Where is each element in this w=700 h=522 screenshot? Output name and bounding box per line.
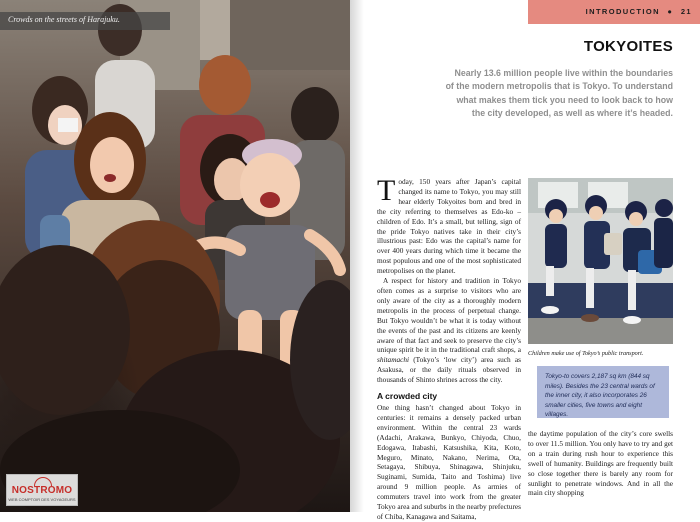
body-italic-term: shitamachi xyxy=(377,355,410,365)
left-page-photo xyxy=(0,0,350,512)
body-paragraph-4: the daytime population of the city’s core swells to over 11.5 million. You only have to try and get on a train during rush hour to experience this swell of humanity. Buildings are frequently built so close together there is barely any room for sunlight to penetrate windows. And in all the main city shopping xyxy=(528,429,673,498)
logo-tagline: WEB COMPTOIR DES VOYAGEURS xyxy=(8,497,76,502)
photo-caption-bar xyxy=(0,12,170,30)
body-text: oday, 150 years after Japan’s capital changed its name to Tokyo, you may still hear elderly Tokyoites born and bred in the city referring to themselves as Edo-ko – children of Edo. It’s a small, but telling, sign of the pride Tokyo natives take in their city’s illustrious past: Edo was the capital’s name for over 400 years during which time it became the most populous and one of the most sophisticated metropolises on the planet. xyxy=(377,177,521,276)
children-on-train-photo xyxy=(528,178,673,344)
photo-caption: Crowds on the streets of Harajuku. xyxy=(8,15,120,24)
nostromo-logo xyxy=(6,474,78,506)
intro-line: Nearly 13.6 million people live within the boundaries xyxy=(454,68,673,78)
logo-name: NOSTROMO xyxy=(11,485,73,496)
body-paragraph-1 xyxy=(377,174,521,276)
body-paragraph-2 xyxy=(377,276,521,385)
intro-standfirst xyxy=(410,67,673,120)
photo2-caption: Children make use of Tokyo’s public transport. xyxy=(528,350,644,357)
page-number: 21 xyxy=(680,7,692,16)
running-head-text xyxy=(586,7,692,16)
running-head xyxy=(528,0,700,24)
page-title: TOKYOITES xyxy=(583,38,673,55)
drop-cap: T xyxy=(377,174,396,207)
subheading: A crowded city xyxy=(377,391,438,402)
separator-dot: ● xyxy=(667,7,674,16)
section-name: INTRODUCTION xyxy=(585,7,660,16)
transport-photo xyxy=(528,178,673,344)
gutter-shadow xyxy=(350,0,364,512)
fact-box xyxy=(537,366,669,418)
body-column-1 xyxy=(377,174,521,522)
intro-line: what makes them tick you need to look back to how xyxy=(456,94,673,105)
body-text: A respect for history and tradition in Tokyo often comes as a surprise to visitors who are only aware of the city as a thoroughly modern metropolis in the process of perpetual change. But Tokyo wouldn’t be what it is today without the events of the past and its citizens are keenly aware of that fact and seek to preserve the city’s unique spirit be it in the traditional craft shops, a xyxy=(377,276,521,355)
crowd-photo xyxy=(0,0,350,512)
intro-line: of the modern metropolis that is Tokyo. To understand xyxy=(445,81,673,92)
body-column-2 xyxy=(528,429,673,498)
fact-box-text: Tokyo-to covers 2,187 sq km (844 sq miles). Besides the 23 central wards of the inner city, it also incorporates 26 smaller cities, five towns and eight villages. xyxy=(545,373,655,418)
body-paragraph-3: One thing hasn’t changed about Tokyo in centuries: it remains a densely packed urban environment. Within the central 23 wards (Adachi, Arakawa, Bunkyo, Chiyoda, Chuo, Edogawa, Itabashi, Katsushika, Kita, Koto, Meguro, Minato, Nakano, Nerima, Ota, Setagaya, Shibuya, Shinagawa, Shinjuku, Suginami, Sumida, Taito and Toshima) live around 9 million people. As armies of commuters travel into work from the greater Tokyo area and suburbs in the nearby prefectures of Chiba, Kanagawa and Saitama, xyxy=(377,403,521,521)
body-text: (Tokyo’s ‘low city’) area such as Asakusa, or the daily rituals observed in thousands of Shinto shrines across the city. xyxy=(377,355,521,385)
right-page xyxy=(350,0,700,521)
intro-line: the city developed, as well as where it’s headed. xyxy=(471,107,673,118)
